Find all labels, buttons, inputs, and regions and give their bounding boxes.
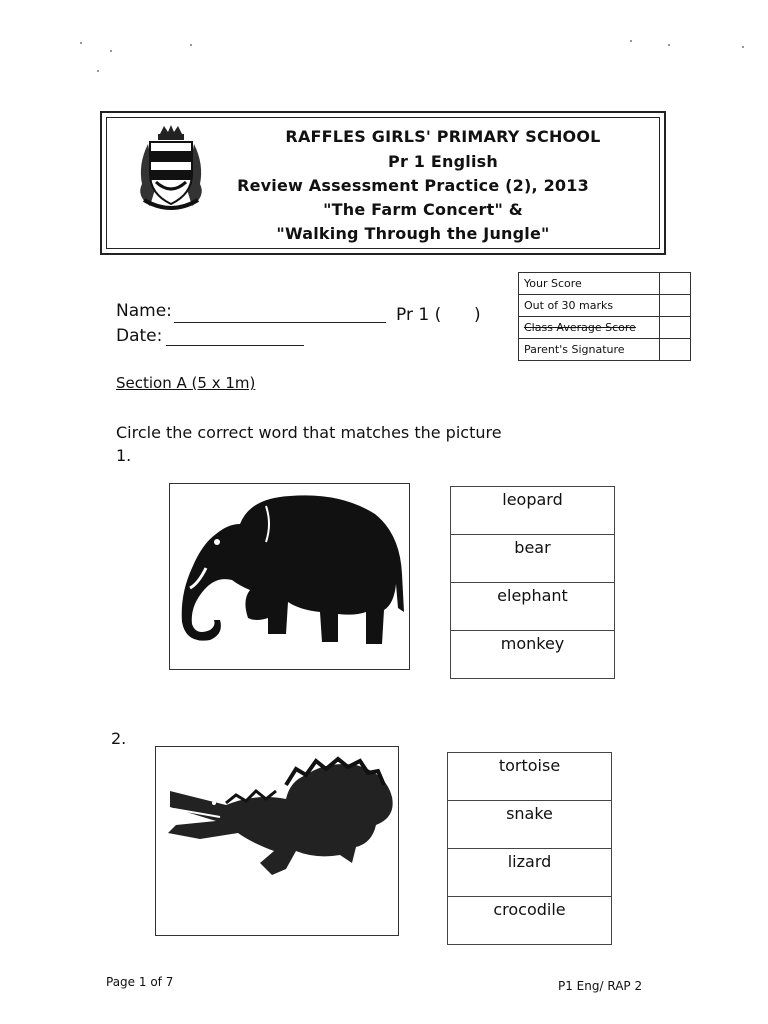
score-row-label: Parent's Signature (519, 339, 660, 361)
question-number: 1. (116, 446, 132, 465)
option-word[interactable]: crocodile (448, 897, 612, 945)
scan-speck (742, 46, 744, 48)
score-row (519, 273, 691, 295)
option-word[interactable]: leopard (451, 487, 615, 535)
name-label: Name: (116, 301, 172, 321)
question-2-picture (155, 746, 399, 936)
crocodile-icon (156, 747, 398, 935)
page-number: Page 1 of 7 (106, 975, 174, 989)
signature-cell[interactable] (660, 339, 691, 361)
assessment-title: Review Assessment Practice (2), 2013 (237, 176, 589, 195)
score-row-label: Out of 30 marks (519, 295, 660, 317)
option-word[interactable]: elephant (451, 583, 615, 631)
class-close-paren: ) (474, 305, 481, 325)
question-1-options (450, 486, 615, 679)
paper-code: P1 Eng/ RAP 2 (558, 979, 643, 993)
score-row-label: Your Score (519, 273, 660, 295)
score-value-cell[interactable] (660, 273, 691, 295)
elephant-icon (170, 484, 409, 669)
unit-title-2: "Walking Through the Jungle" (276, 224, 550, 243)
question-2-options (447, 752, 612, 945)
scan-speck (110, 50, 112, 52)
score-value-cell[interactable] (660, 295, 691, 317)
score-value-cell (660, 317, 691, 339)
score-row-label: Class Average Score (519, 317, 660, 339)
score-row (519, 317, 691, 339)
date-field[interactable] (166, 345, 304, 346)
scan-speck (630, 40, 632, 42)
scan-speck (80, 42, 82, 44)
class-number-field[interactable] (440, 324, 466, 325)
option-word[interactable]: bear (451, 535, 615, 583)
score-row (519, 339, 691, 361)
question-number: 2. (111, 729, 127, 748)
scan-speck (668, 44, 670, 46)
scan-speck (190, 44, 192, 46)
option-word[interactable]: lizard (448, 849, 612, 897)
option-word[interactable]: snake (448, 801, 612, 849)
subject-title: Pr 1 English (388, 152, 498, 171)
question-1-picture (169, 483, 410, 670)
instruction-text: Circle the correct word that matches the picture (116, 423, 502, 442)
option-word[interactable]: tortoise (448, 753, 612, 801)
score-box (518, 272, 691, 361)
name-field[interactable] (174, 322, 386, 323)
school-name: RAFFLES GIRLS' PRIMARY SCHOOL (285, 127, 601, 146)
scan-speck (97, 70, 99, 72)
date-label: Date: (116, 326, 163, 346)
score-row (519, 295, 691, 317)
section-title: Section A (5 x 1m) (116, 374, 256, 392)
class-label: Pr 1 ( (396, 305, 442, 325)
option-word[interactable]: monkey (451, 631, 615, 679)
school-crest-icon (134, 124, 208, 212)
unit-title-1: "The Farm Concert" & (323, 200, 523, 219)
